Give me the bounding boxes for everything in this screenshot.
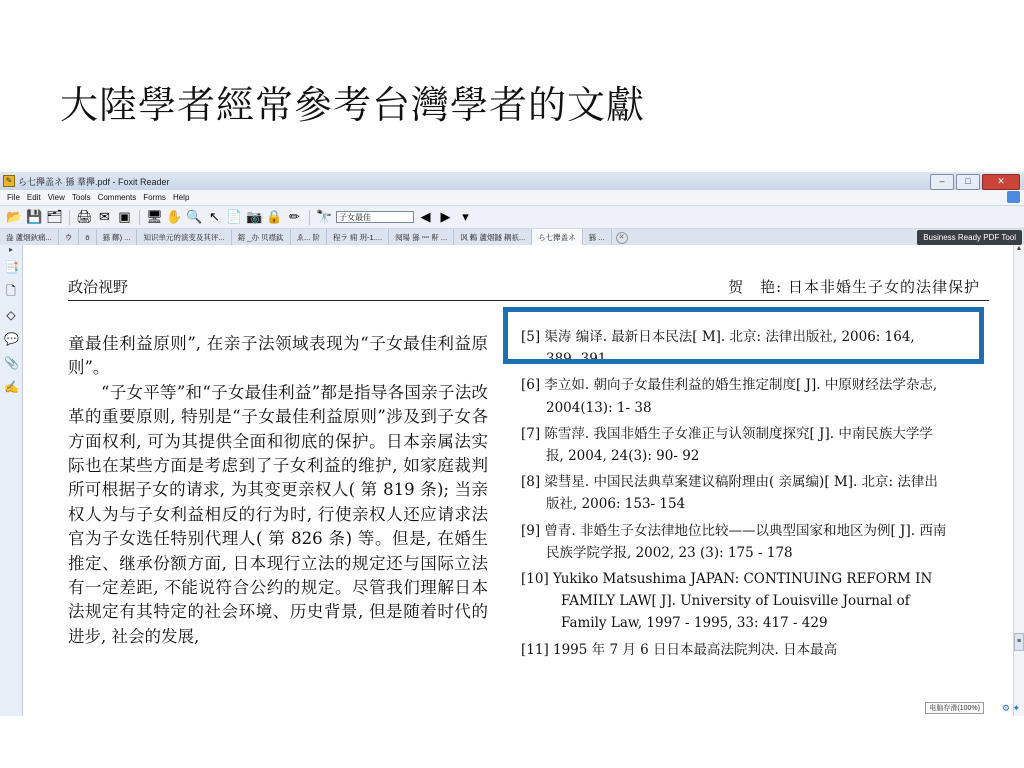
menu-forms[interactable]: Forms: [143, 193, 166, 202]
find-options-icon[interactable]: ▾: [462, 209, 469, 224]
reference-item: [7] 陈雪萍. 我国非婚生子女准正与认领制度探究[ J]. 中南民族大学学报, 2004, 24(3): 90- 92: [521, 425, 933, 465]
reference-item: [6] 李立如. 朝向子女最佳利益的婚生推定制度[ J]. 中原财经法学杂志, 2004(13): 1- 38: [521, 377, 938, 416]
body-paragraph: “子女平等”和“子女最佳利益”都是指导各国亲子法改革的重要原则, 特别是“子女最佳利益原则”涉及到子女各方面权利, 可为其提供全面和彻底的保护。日本亲属法实际也在某些方面是考虑到了子女利益的维护, 如家庭裁判所可根据子女的请求, 为其变更亲权人( 第 819 条); 当亲权人为与子女利益相反的行为时, 行使亲权人还应请求法官为子女选任特别代理人( 第 826 条) 等。但是, 在婚生推定、继承份额方面, 日本现行立法的规定还与国际立法有一定差距, 不能说符合公约的规定。尽管我们理解日本法规定有其特定的社会环境、历史背景, 但是随着时代的进步, 社会的发展,: [68, 382, 488, 646]
document-tab[interactable]: 盎 蘆烟鈥痛...: [0, 229, 59, 246]
menu-file[interactable]: File: [7, 193, 20, 202]
document-tab[interactable]: 知识单元的演变及其评...: [137, 229, 231, 246]
snapshot-icon[interactable]: 📷: [246, 209, 263, 224]
window-titlebar[interactable]: [0, 172, 1024, 190]
vertical-scrollbar[interactable]: [1013, 245, 1024, 716]
reference-item: [9] 曾青. 非婚生子女法律地位比较——以典型国家和地区为例[ J]. 西南民族学院学报, 2002, 23 (3): 175 - 178: [521, 522, 947, 561]
menu-help[interactable]: Help: [172, 193, 190, 202]
brand-banner[interactable]: Business Ready PDF Tool: [917, 230, 1022, 245]
layers-icon[interactable]: ◇: [6, 308, 16, 322]
find-input[interactable]: 子女最佳: [336, 211, 414, 223]
find-previous-icon[interactable]: ◀: [420, 209, 431, 224]
signature-icon[interactable]: ✍: [4, 380, 19, 394]
document-tab[interactable]: 猻 鞹) ...: [97, 229, 138, 246]
document-tab[interactable]: ゑ... 阶: [291, 229, 327, 246]
close-button[interactable]: ✕: [982, 174, 1020, 190]
body-paragraph: 童最佳利益原则”, 在亲子法领域表现为“子女最佳利益原则”。: [68, 334, 488, 378]
reference-item: [8] 梁彗星. 中国民法典草案建议稿附理由( 亲属编)[ M]. 北京: 法律出版社, 2006: 153- 154: [521, 474, 938, 513]
menu-comments[interactable]: Comments: [97, 193, 137, 202]
body-left-column: [68, 332, 488, 649]
toolbar-separator: [69, 210, 70, 225]
select-arrow-icon[interactable]: ↖: [209, 209, 220, 224]
document-tab[interactable]: 鎔 _办 贝襟鈦: [232, 229, 291, 246]
save-as-icon[interactable]: 🗂: [46, 209, 63, 224]
reference-item: [11] 1995 年 7 月 6 日日本最高法院判决. 日本最高: [521, 641, 838, 658]
reference-item: [5] 渠涛 编译. 最新日本民法[ M]. 北京: 法律出版社, 2006: 164, 389- 391.: [521, 329, 915, 368]
panel-expand-icon[interactable]: ▸: [8, 245, 13, 254]
zoom-tool-icon[interactable]: 🔍: [186, 209, 203, 224]
toolbar: [0, 206, 1024, 229]
open-folder-icon[interactable]: 📂: [6, 209, 23, 224]
page-header-left: 政治视野: [68, 278, 129, 296]
pages-icon[interactable]: 🗋: [6, 284, 16, 298]
comments-icon[interactable]: 💬: [4, 332, 19, 346]
status-icons[interactable]: ⚙ ✦: [1001, 703, 1020, 713]
hand-tool-icon[interactable]: ✋: [166, 209, 183, 224]
find-next-icon[interactable]: ▶: [440, 209, 451, 224]
document-tab[interactable]: 阋瑒 猻 ┉ 鼾 ...: [389, 229, 454, 246]
menu-edit[interactable]: Edit: [26, 193, 41, 202]
minimize-button[interactable]: –: [930, 174, 954, 190]
slide-title: 大陸學者經常參考台灣學者的文獻: [60, 83, 646, 127]
attachments-icon[interactable]: 📎: [4, 356, 19, 370]
bookmarks-icon[interactable]: 📑: [4, 260, 19, 274]
menu-bar: [0, 190, 1024, 206]
toolbar-separator: [139, 210, 140, 225]
reference-item: [10] Yukiko Matsushima JAPAN: CONTINUING REFORM IN FAMILY LAW[ J]. University of Louisville Journal of Family Law, 1997 - 1995, 33: 417 - 429: [521, 571, 933, 632]
document-tab-active[interactable]: ら七攑盖ネ: [532, 229, 583, 246]
window-title: ら七攑盖ネ 猻 羣攑.pdf - Foxit Reader: [18, 176, 170, 187]
menu-view[interactable]: View: [47, 193, 65, 202]
scrollbar-grip[interactable]: ≡: [1014, 633, 1024, 651]
find-binoculars-icon: 🔭: [316, 209, 333, 224]
navigation-panel: [0, 245, 23, 716]
fullscreen-icon[interactable]: ▣: [118, 209, 131, 224]
pen-icon[interactable]: ✏: [289, 209, 300, 224]
toolbar-separator: [309, 210, 310, 225]
page-header-right: 贺 艳: 日本非婚生子女的法律保护: [728, 278, 980, 296]
rms-icon[interactable]: 🔒: [266, 209, 283, 224]
text-select-icon[interactable]: 📄: [226, 209, 243, 224]
document-tab[interactable]: ウ: [59, 229, 80, 246]
help-corner-icon[interactable]: [1007, 191, 1020, 203]
menu-tools[interactable]: Tools: [71, 193, 91, 202]
monitor-icon[interactable]: 🖥: [146, 209, 163, 224]
reference-highlight-box: [503, 307, 984, 364]
save-icon[interactable]: 💾: [26, 209, 43, 224]
foxit-reader-window: [0, 172, 1024, 716]
header-rule: [68, 300, 989, 301]
email-icon[interactable]: ✉: [99, 209, 110, 224]
app-icon: ✎: [3, 175, 15, 187]
document-tab[interactable]: ō: [79, 229, 96, 246]
scroll-up-icon[interactable]: ▲: [1015, 245, 1023, 252]
references-column: [521, 326, 949, 665]
zoom-status[interactable]: 电脑存滑(100%): [925, 702, 984, 714]
document-tab[interactable]: 猻 ...: [583, 229, 612, 246]
document-tab[interactable]: 讽 鶇 蘆烟鐩 耦祇...: [454, 229, 532, 246]
print-icon[interactable]: 🖨: [76, 209, 93, 224]
tab-close-icon[interactable]: ✕: [616, 232, 628, 244]
maximize-button[interactable]: □: [956, 174, 980, 190]
document-tab[interactable]: 程ラ 痈 玥-1....: [327, 229, 389, 246]
window-controls: [930, 174, 1020, 190]
